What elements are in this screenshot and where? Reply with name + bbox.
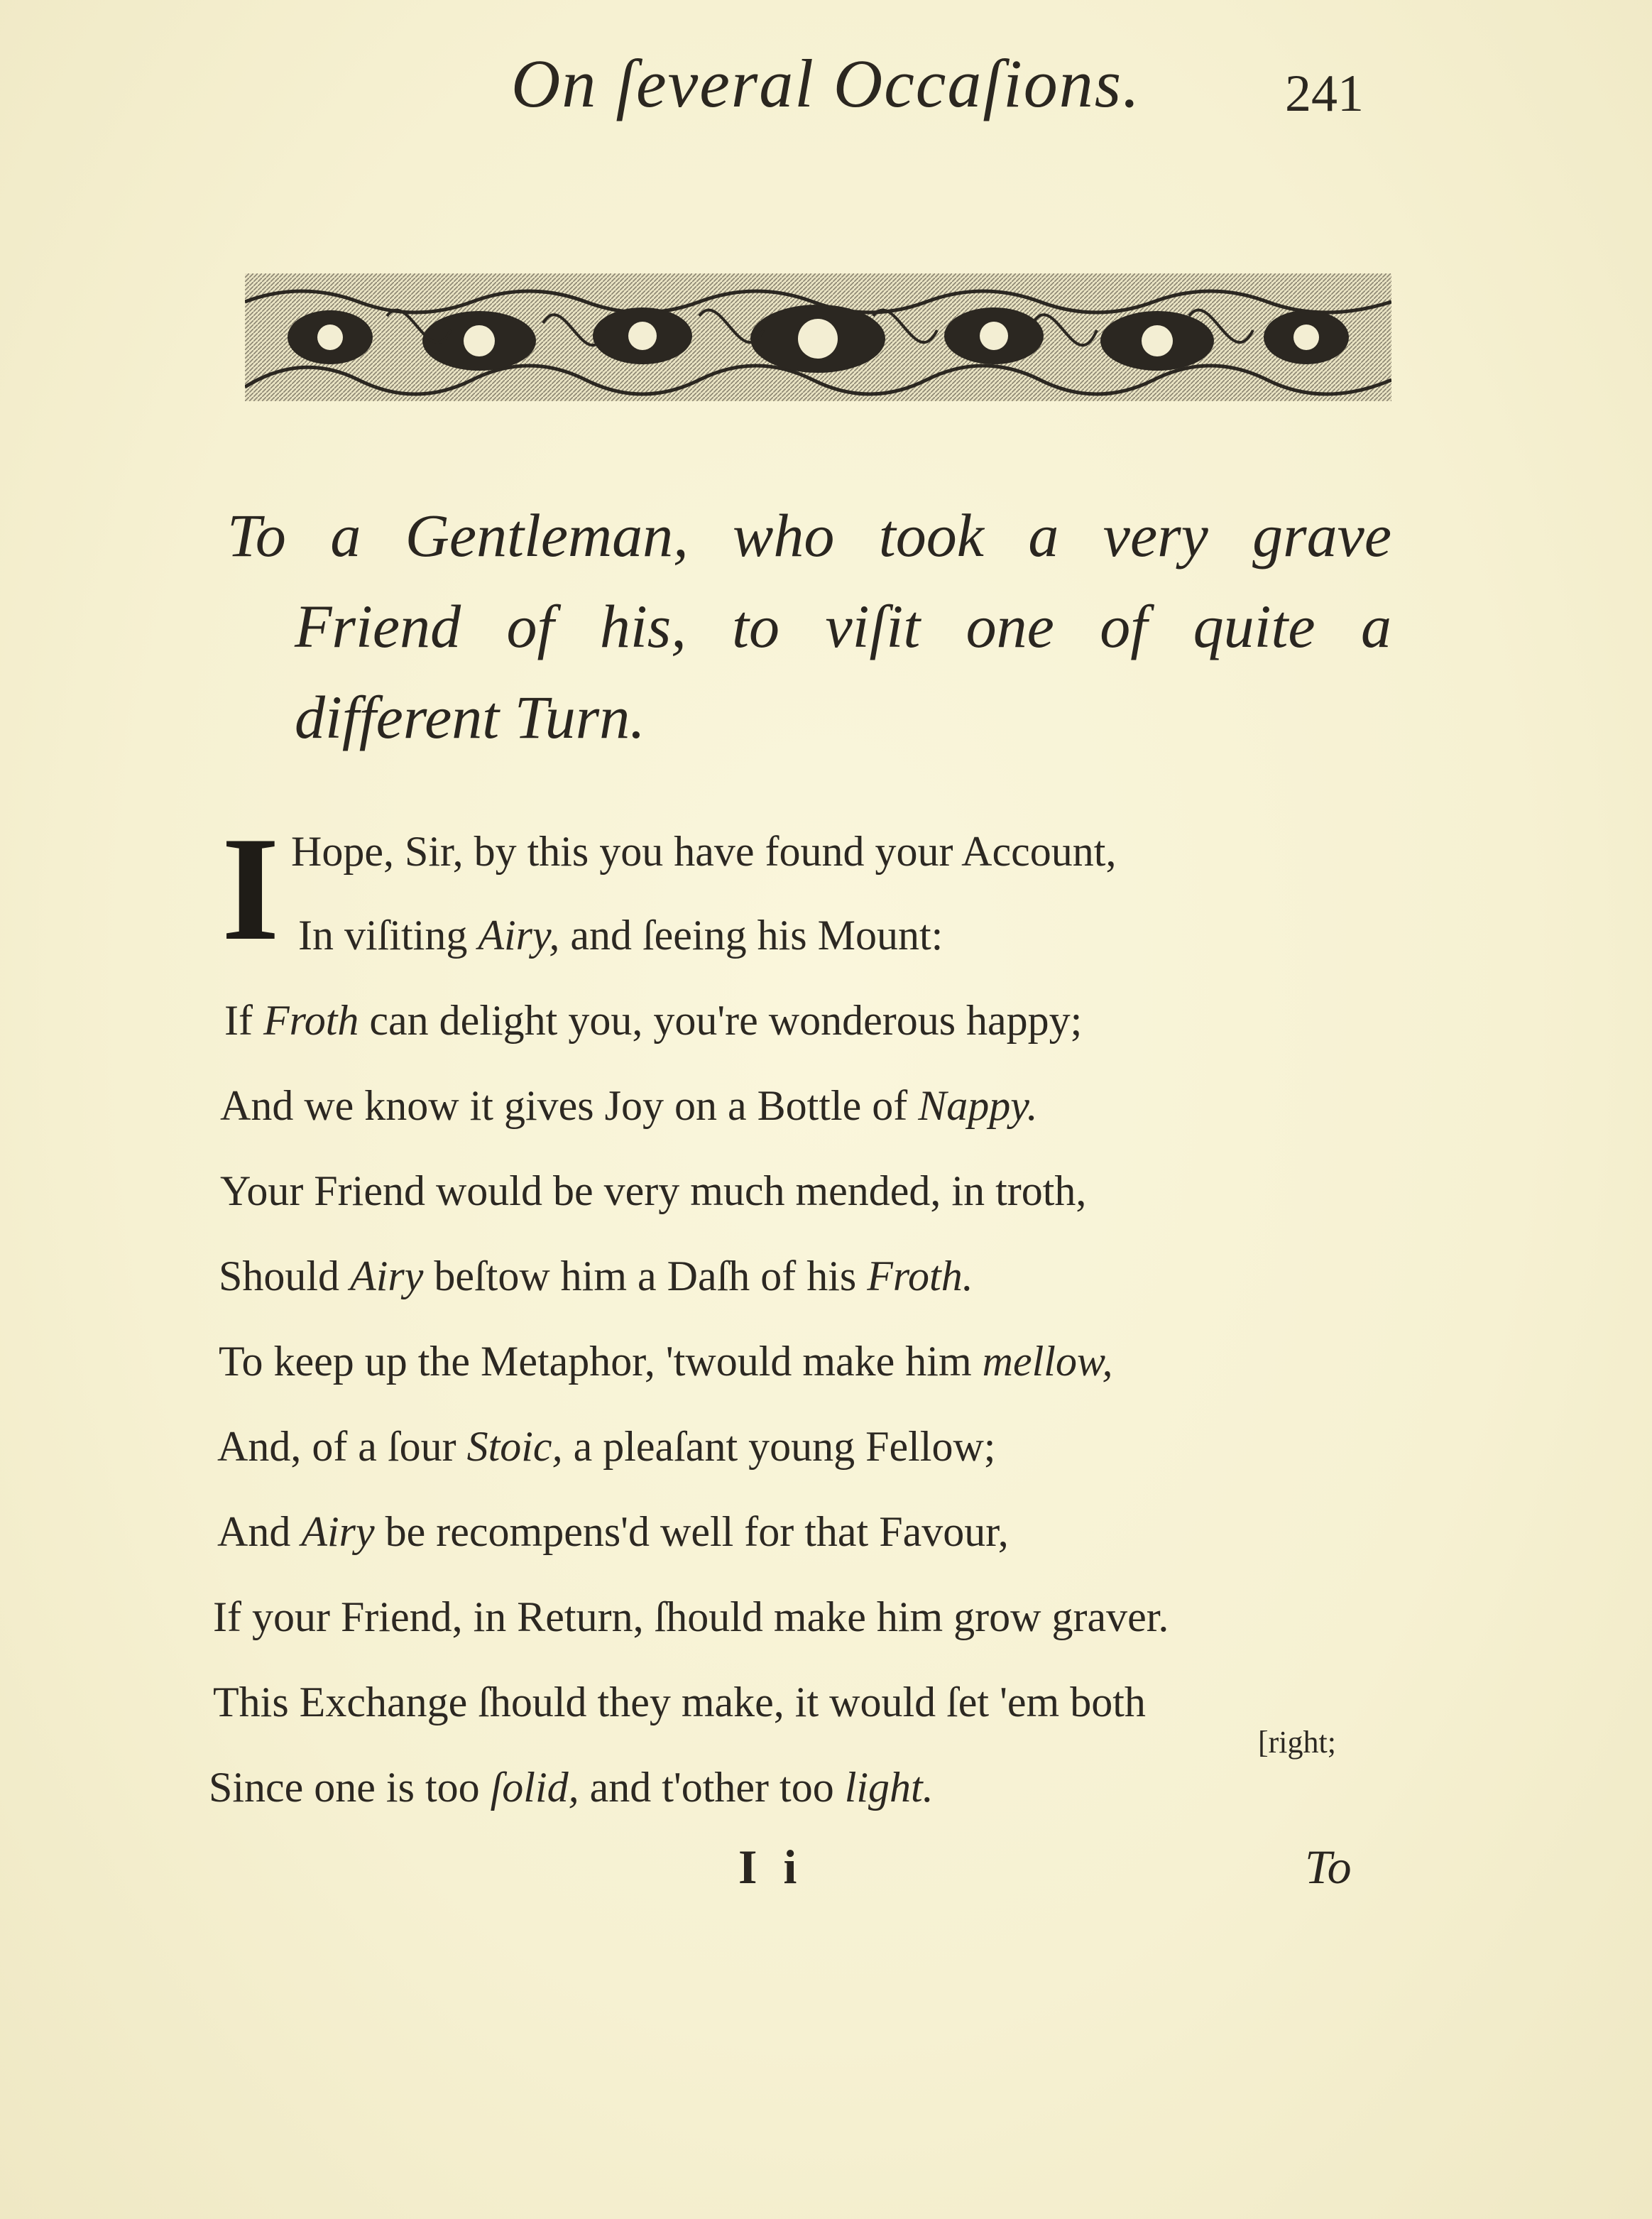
catchword: To — [1305, 1840, 1352, 1894]
verse-line: Should Airy beſtow him a Daſh of his Froth. — [219, 1253, 973, 1299]
turnover-word: [right; — [1258, 1725, 1336, 1760]
verse-line: And, of a ſour Stoic, a pleaſant young Fellow; — [217, 1423, 996, 1470]
verse-line: And Airy be recompens'd well for that Favour, — [217, 1508, 1009, 1555]
woodcut-headpiece-ornament-icon — [245, 273, 1391, 401]
verse-line: And we know it gives Joy on a Bottle of Nappy. — [220, 1082, 1038, 1129]
verse-line: Your Friend would be very much mended, in troth, — [220, 1167, 1087, 1214]
title-line-3: different Turn. — [295, 683, 645, 751]
verse-line: To keep up the Metaphor, 'twould make him mellow, — [219, 1338, 1113, 1385]
running-head: On ſeveral Occaſions. — [511, 45, 1142, 121]
verse-line: This Exchange ſhould they make, it would ſet 'em both — [213, 1679, 1146, 1725]
verse-line: If your Friend, in Return, ſhould make him grow graver. — [213, 1593, 1169, 1640]
title-line-2: Friend of his, to viſit one of quite a — [295, 592, 1391, 660]
verse-line: Since one is too ſolid, and t'other too light. — [209, 1764, 934, 1811]
poem-title — [227, 490, 1391, 763]
verse-line: Hope, Sir, by this you have found your Account, — [291, 828, 1117, 875]
drop-cap: I — [221, 807, 280, 971]
title-line-1: To a Gentleman, who took a very grave — [227, 501, 1391, 569]
verse-line: If Froth can delight you, you're wonderous happy; — [224, 997, 1083, 1044]
signature-mark: I i — [738, 1840, 804, 1894]
verse-line: In viſiting Airy, and ſeeing his Mount: — [298, 912, 943, 959]
page-number: 241 — [1285, 65, 1364, 123]
